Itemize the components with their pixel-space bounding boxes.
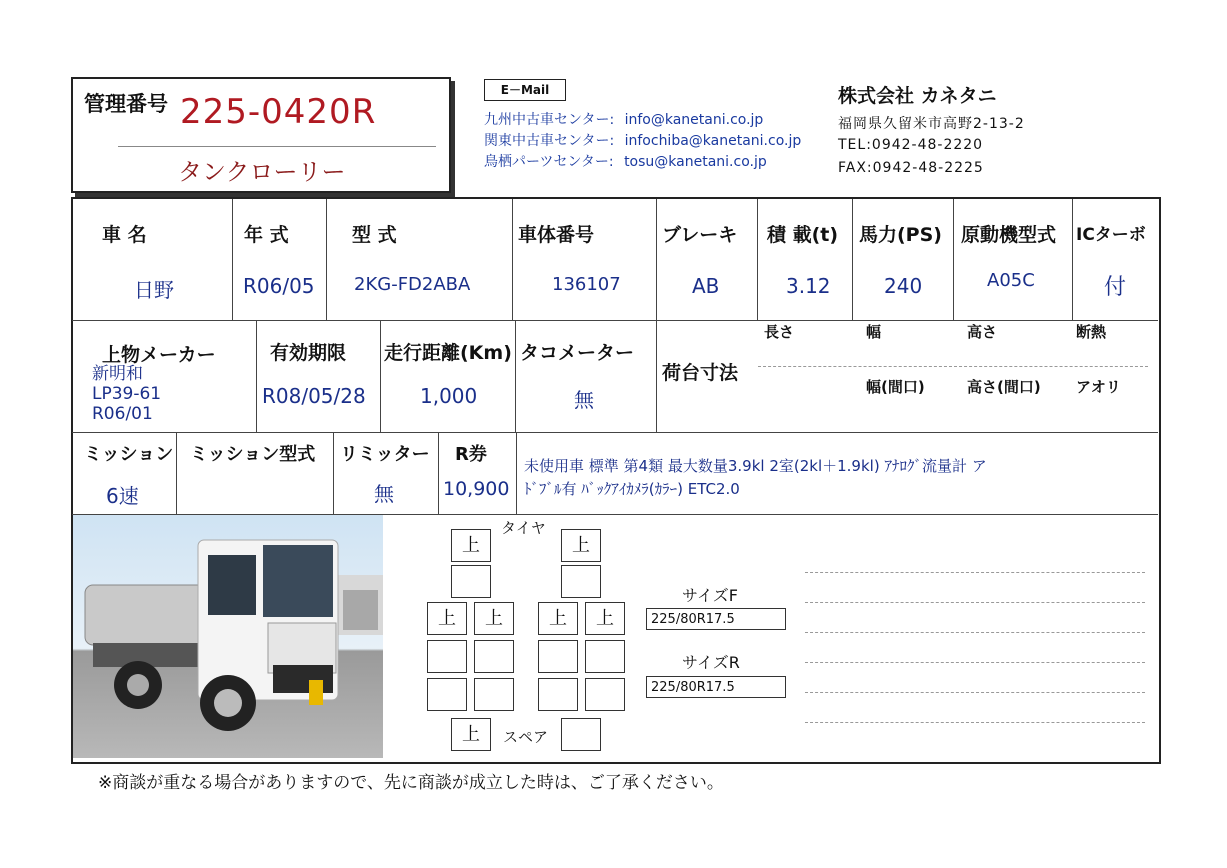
truck-illustration <box>73 515 383 758</box>
tire-slot <box>585 640 625 673</box>
value-chassis-no: 136107 <box>552 274 621 295</box>
tire-slot <box>474 640 514 673</box>
col-divider <box>1072 199 1073 320</box>
note-line <box>805 572 1145 573</box>
header-mileage: 走行距離(Km) <box>384 342 512 364</box>
value-r-ticket: 10,900 <box>443 478 510 500</box>
truck-photo <box>73 515 383 758</box>
dim-height: 高さ <box>967 323 998 341</box>
value-ic-turbo: 付 <box>1104 275 1127 300</box>
email-address[interactable]: info@kanetani.co.jp <box>624 112 764 128</box>
note-line <box>805 722 1145 723</box>
tire-slot <box>427 678 467 711</box>
tire-slot <box>538 640 578 673</box>
dim-separator <box>758 366 1148 367</box>
tire-rear-right-inner: 上 <box>538 602 578 635</box>
maker-line: R06/01 <box>92 404 153 424</box>
value-model: 2KG-FD2ABA <box>354 274 471 295</box>
email-row-kyushu <box>484 109 763 129</box>
value-car-name: 日野 <box>134 278 174 302</box>
col-divider <box>656 321 657 432</box>
company-tel: TEL:0942-48-2220 <box>838 137 984 153</box>
spare-label: スペア <box>503 728 549 746</box>
header-tachometer: タコメーター <box>520 342 635 364</box>
footer-note: ※商談が重なる場合がありますので、先に商談が成立した時は、ご了承ください。 <box>98 773 724 793</box>
size-front-value: 225/80R17.5 <box>646 608 786 630</box>
value-engine-model: A05C <box>987 270 1035 291</box>
value-brake: AB <box>692 274 720 298</box>
note-line <box>805 632 1145 633</box>
note-line <box>805 662 1145 663</box>
notes-line-1: 未使用車 標準 第4類 最大数量3.9kl 2室(2kl＋1.9kl) ｱﾅﾛｸﾞ流量計 ア <box>524 457 987 475</box>
management-number: 225-0420R <box>180 92 377 132</box>
maker-line: 新明和 <box>92 364 143 384</box>
col-divider <box>176 433 177 514</box>
tire-rear-left-outer: 上 <box>427 602 467 635</box>
vehicle-type: タンクローリー <box>178 158 346 186</box>
header-body-maker: 上物メーカー <box>102 344 216 366</box>
dim-height-opening: 高さ(間口) <box>967 378 1041 396</box>
tire-front-right-lower <box>561 565 601 598</box>
header-expiry: 有効期限 <box>270 342 347 364</box>
header-car-name: 車 名 <box>102 224 147 246</box>
management-divider <box>118 146 436 147</box>
header-transmission-type: ミッション型式 <box>190 444 316 465</box>
header-engine-model: 原動機型式 <box>961 224 1057 246</box>
col-divider <box>757 199 758 320</box>
col-divider <box>333 433 334 514</box>
value-body-maker <box>92 364 161 424</box>
header-chassis-no: 車体番号 <box>518 224 595 246</box>
col-divider <box>515 321 516 432</box>
company-fax: FAX:0942-48-2225 <box>838 160 984 176</box>
value-payload: 3.12 <box>786 274 831 298</box>
col-divider <box>256 321 257 432</box>
col-divider <box>232 199 233 320</box>
header-cargo-dimensions: 荷台寸法 <box>662 362 739 384</box>
col-divider <box>438 433 439 514</box>
header-payload: 積 載(t) <box>767 224 839 246</box>
value-tachometer: 無 <box>574 388 594 412</box>
tire-spare-2 <box>561 718 601 751</box>
col-divider <box>512 199 513 320</box>
header-r-ticket: R券 <box>455 444 487 465</box>
tire-front-right: 上 <box>561 529 601 562</box>
dim-side-gate: アオリ <box>1076 378 1121 396</box>
email-center: 鳥栖パーツセンター: <box>484 154 614 170</box>
tire-rear-left-inner: 上 <box>474 602 514 635</box>
email-label: E－Mail <box>484 79 566 101</box>
tire-rear-right-outer: 上 <box>585 602 625 635</box>
value-year: R06/05 <box>243 274 315 298</box>
management-label: 管理番号 <box>84 92 168 116</box>
tire-title: タイヤ <box>501 519 546 537</box>
value-mileage: 1,000 <box>420 384 478 408</box>
tire-spare: 上 <box>451 718 491 751</box>
company-address: 福岡県久留米市高野2-13-2 <box>838 116 1025 132</box>
email-row-kanto <box>484 130 801 150</box>
size-rear-label: サイズR <box>682 653 740 672</box>
header-transmission: ミッション <box>84 444 174 465</box>
header-model: 型 式 <box>352 224 397 246</box>
col-divider <box>656 199 657 320</box>
col-divider <box>516 433 517 514</box>
col-divider <box>380 321 381 432</box>
email-row-tosu <box>484 151 767 171</box>
header-ic-turbo: ICターボ <box>1076 225 1146 245</box>
header-year: 年 式 <box>244 224 289 246</box>
tire-slot <box>538 678 578 711</box>
email-center: 関東中古車センター: <box>484 133 615 149</box>
value-transmission: 6速 <box>106 484 139 508</box>
tire-slot <box>585 678 625 711</box>
dim-insulation: 断熱 <box>1076 323 1107 341</box>
col-divider <box>852 199 853 320</box>
size-rear-value: 225/80R17.5 <box>646 676 786 698</box>
tire-front-left-lower <box>451 565 491 598</box>
header-limiter: リミッター <box>340 444 430 465</box>
tire-slot <box>474 678 514 711</box>
col-divider <box>326 199 327 320</box>
dim-width-opening: 幅(間口) <box>866 378 925 396</box>
email-address[interactable]: tosu@kanetani.co.jp <box>624 154 767 170</box>
value-limiter: 無 <box>374 482 394 506</box>
email-center: 九州中古車センター: <box>484 112 615 128</box>
value-horsepower: 240 <box>884 274 923 298</box>
dim-width: 幅 <box>866 323 882 341</box>
email-address[interactable]: infochiba@kanetani.co.jp <box>624 133 802 149</box>
tire-slot <box>427 640 467 673</box>
company-name: 株式会社 カネタニ <box>838 85 997 107</box>
col-divider <box>953 199 954 320</box>
row-divider <box>72 432 1158 433</box>
header-brake: ブレーキ <box>662 224 738 246</box>
maker-line: LP39-61 <box>92 384 162 404</box>
dim-length: 長さ <box>764 323 795 341</box>
note-line <box>805 602 1145 603</box>
header-horsepower: 馬力(PS) <box>859 224 942 246</box>
notes-line-2: ﾄﾞﾌﾞﾙ有 ﾊﾞｯｸｱｲｶﾒﾗ(ｶﾗｰ) ETC2.0 <box>524 480 740 498</box>
note-line <box>805 692 1145 693</box>
size-front-label: サイズF <box>682 586 738 605</box>
tire-front-left: 上 <box>451 529 491 562</box>
value-expiry: R08/05/28 <box>262 384 366 408</box>
